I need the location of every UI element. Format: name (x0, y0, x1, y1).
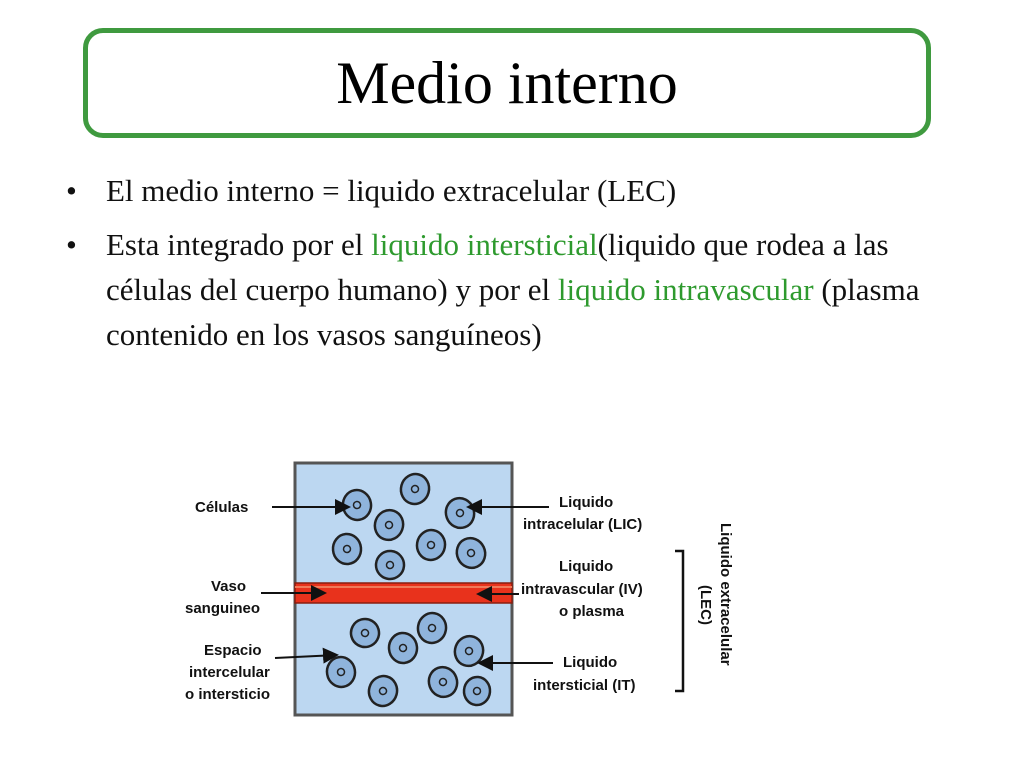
term-liquido-intravascular: liquido intravascular (557, 272, 814, 307)
label-it-2: intersticial (IT) (533, 677, 636, 694)
lec-vertical-label (697, 523, 734, 666)
bullet-item-2 (62, 222, 962, 357)
label-lec-1: Liquido extracelular (717, 523, 734, 666)
label-it-1: Liquido (563, 654, 618, 671)
cell (375, 550, 405, 580)
bullet-2-text-c: (plasma contenido en los vasos sanguíneos) (106, 272, 920, 352)
label-espacio-1: Espacio (204, 642, 262, 659)
bullet-dot: • (66, 227, 77, 262)
bullet-2-text-a: Esta integrado por el (106, 227, 372, 262)
label-celulas: Células (195, 499, 249, 516)
label-lic-1: Liquido (559, 494, 614, 511)
lec-bracket (675, 551, 683, 691)
bullet-2-text-b: (liquido que rodea a las células del cuerpo humano) y por el (106, 227, 889, 307)
bullet-list (62, 168, 962, 366)
cell (388, 632, 419, 664)
label-lic-2: intracelular (LIC) (523, 516, 643, 533)
bullet-1-text: El medio interno = liquido extracelular (LEC) (106, 173, 677, 208)
fluid-compartments-diagram (175, 455, 775, 725)
label-vaso-1: Vaso (211, 578, 247, 595)
term-liquido-intersticial: liquido intersticial (371, 227, 598, 262)
label-vaso-2: sanguineo (185, 600, 261, 617)
bullet-item-1 (62, 168, 962, 213)
label-iv-3: o plasma (559, 603, 625, 620)
label-iv-1: Liquido (559, 558, 614, 575)
label-iv-2: intravascular (IV) (521, 581, 643, 598)
cell (332, 533, 363, 565)
label-espacio-2: intercelular (189, 664, 270, 681)
bullet-dot: • (66, 173, 77, 208)
label-espacio-3: o intersticio (185, 686, 271, 703)
slide-title: Medio interno (336, 49, 678, 116)
cell (463, 676, 491, 706)
label-lec-2: (LEC) (697, 585, 714, 625)
title-box (83, 28, 931, 138)
